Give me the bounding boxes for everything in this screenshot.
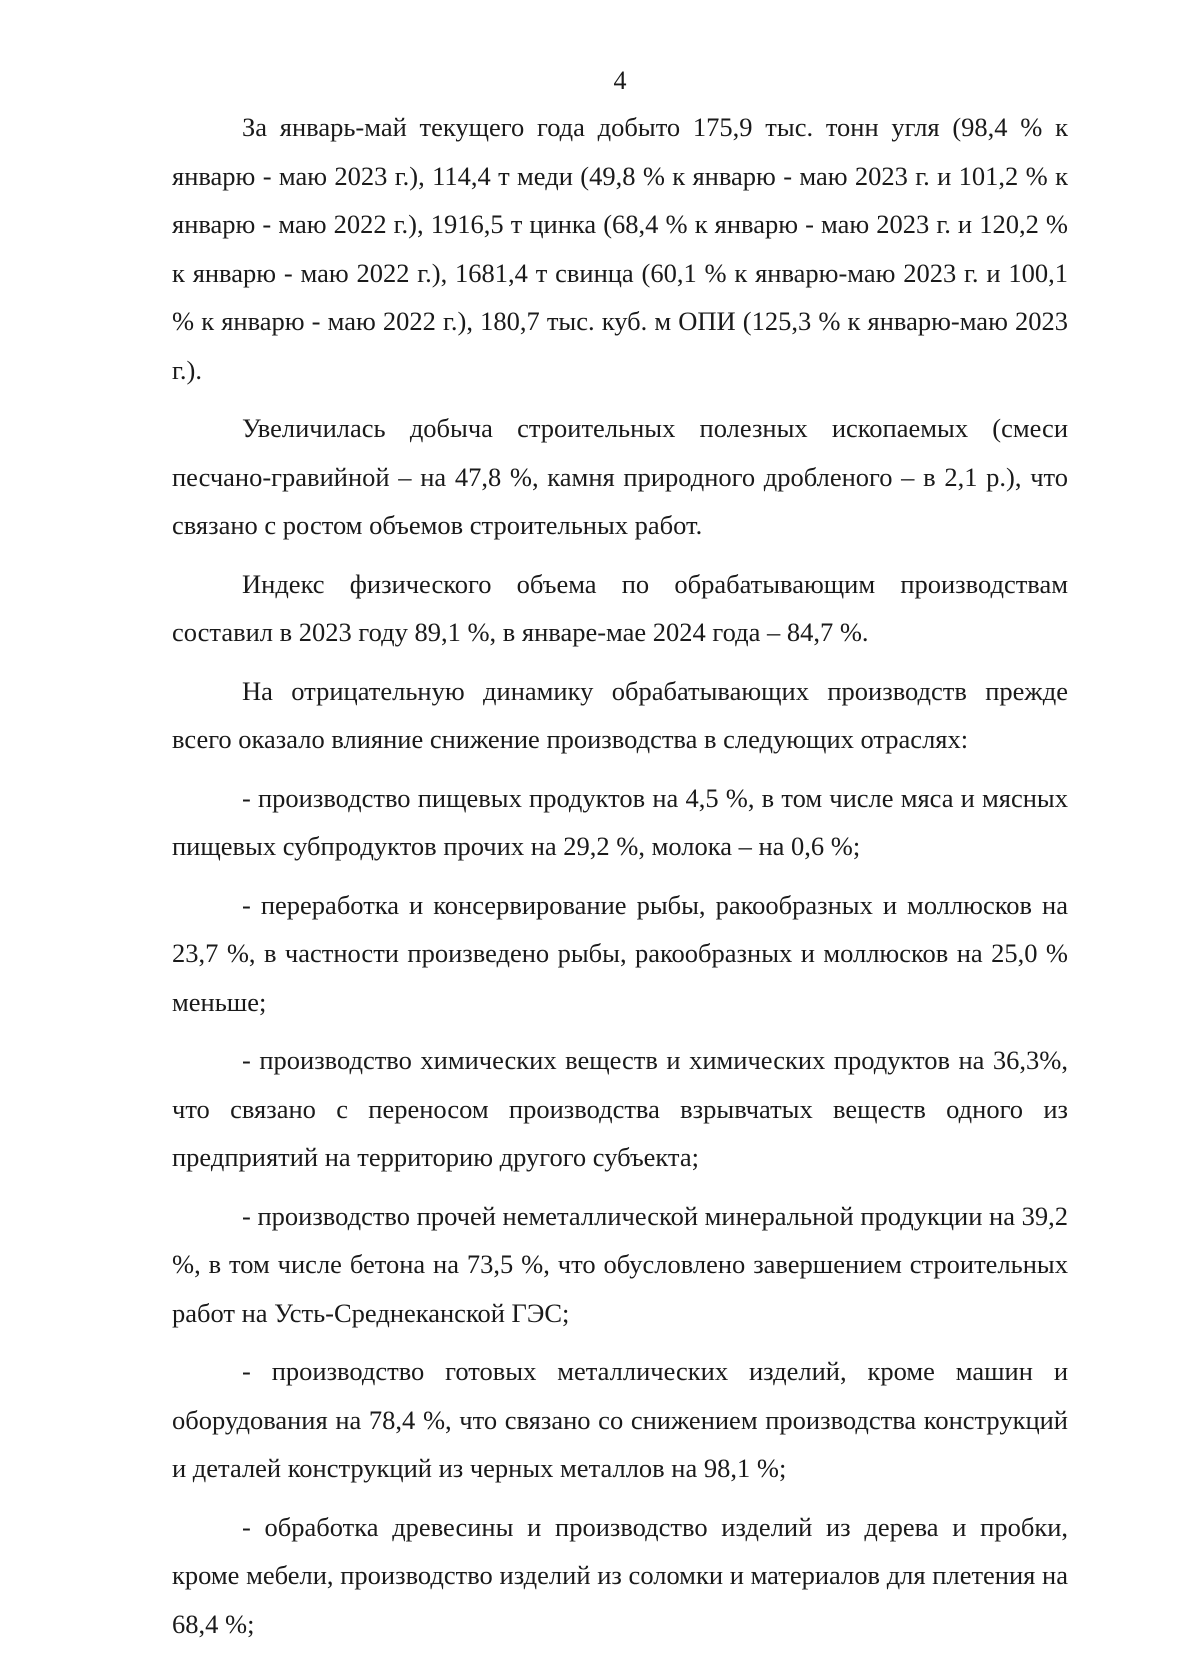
list-item-nonmetallic-minerals: - производство прочей неметаллической минеральной продукции на 39,2 %, в том числе бетона на 73,5 %, что обусловлено завершением строительных работ на Усть-Среднеканской ГЭС; <box>172 1200 1068 1328</box>
list-item-food-products: - производство пищевых продуктов на 4,5 %, в том числе мяса и мясных пищевых субпродуктов прочих на 29,2 %, молока – на 0,6 %; <box>172 782 1068 861</box>
document-body <box>172 103 1068 1658</box>
list-item-metal-products: - производство готовых металлических изделий, кроме машин и оборудования на 78,4 %, что связано со снижением производства конструкций и деталей конструкций из черных металлов на 98,1 %; <box>172 1356 1068 1483</box>
list-item-fish-processing: - переработка и консервирование рыбы, ракообразных и моллюсков на 23,7 %, в частности произведено рыбы, ракообразных и моллюсков на 25,0 % меньше; <box>172 889 1068 1017</box>
paragraph-mining-output: За январь-май текущего года добыто 175,9 тыс. тонн угля (98,4 % к январю - маю 2023 г.), 114,4 т меди (49,8 % к январю - маю 2023 г. и 101,2 % к январю - маю 2022 г.), 1916,5 т цинка (68,4 % к январю - маю 2023 г. и 120,2 % к январю - маю 2022 г.), 1681,4 т свинца (60,1 % к январю-маю 2023 г. и 100,1 % к январю - маю 2022 г.), 180,7 тыс. куб. м ОПИ (125,3 % к январю-маю 2023 г.). <box>172 112 1068 385</box>
paragraph-construction-minerals: Увеличилась добыча строительных полезных ископаемых (смеси песчано-гравийной – на 47,8 %, камня природного дробленого – в 2,1 р.), что связано с ростом объемов строительных работ. <box>172 413 1068 540</box>
paragraph-manufacturing-index: Индекс физического объема по обрабатывающим производствам составил в 2023 году 89,1 %, в январе-мае 2024 года – 84,7 %. <box>172 568 1068 647</box>
paragraph-negative-dynamics: На отрицательную динамику обрабатывающих производств прежде всего оказало влияние снижение производства в следующих отраслях: <box>172 675 1068 754</box>
list-item-chemicals: - производство химических веществ и химических продуктов на 36,3%, что связано с переносом производства взрывчатых веществ одного из предприятий на территорию другого субъекта; <box>172 1045 1068 1172</box>
page-number: 4 <box>613 66 627 95</box>
list-item-wood-processing: - обработка древесины и производство изделий из дерева и пробки, кроме мебели, производство изделий из соломки и материалов для плетения на 68,4 %; <box>172 1511 1068 1639</box>
